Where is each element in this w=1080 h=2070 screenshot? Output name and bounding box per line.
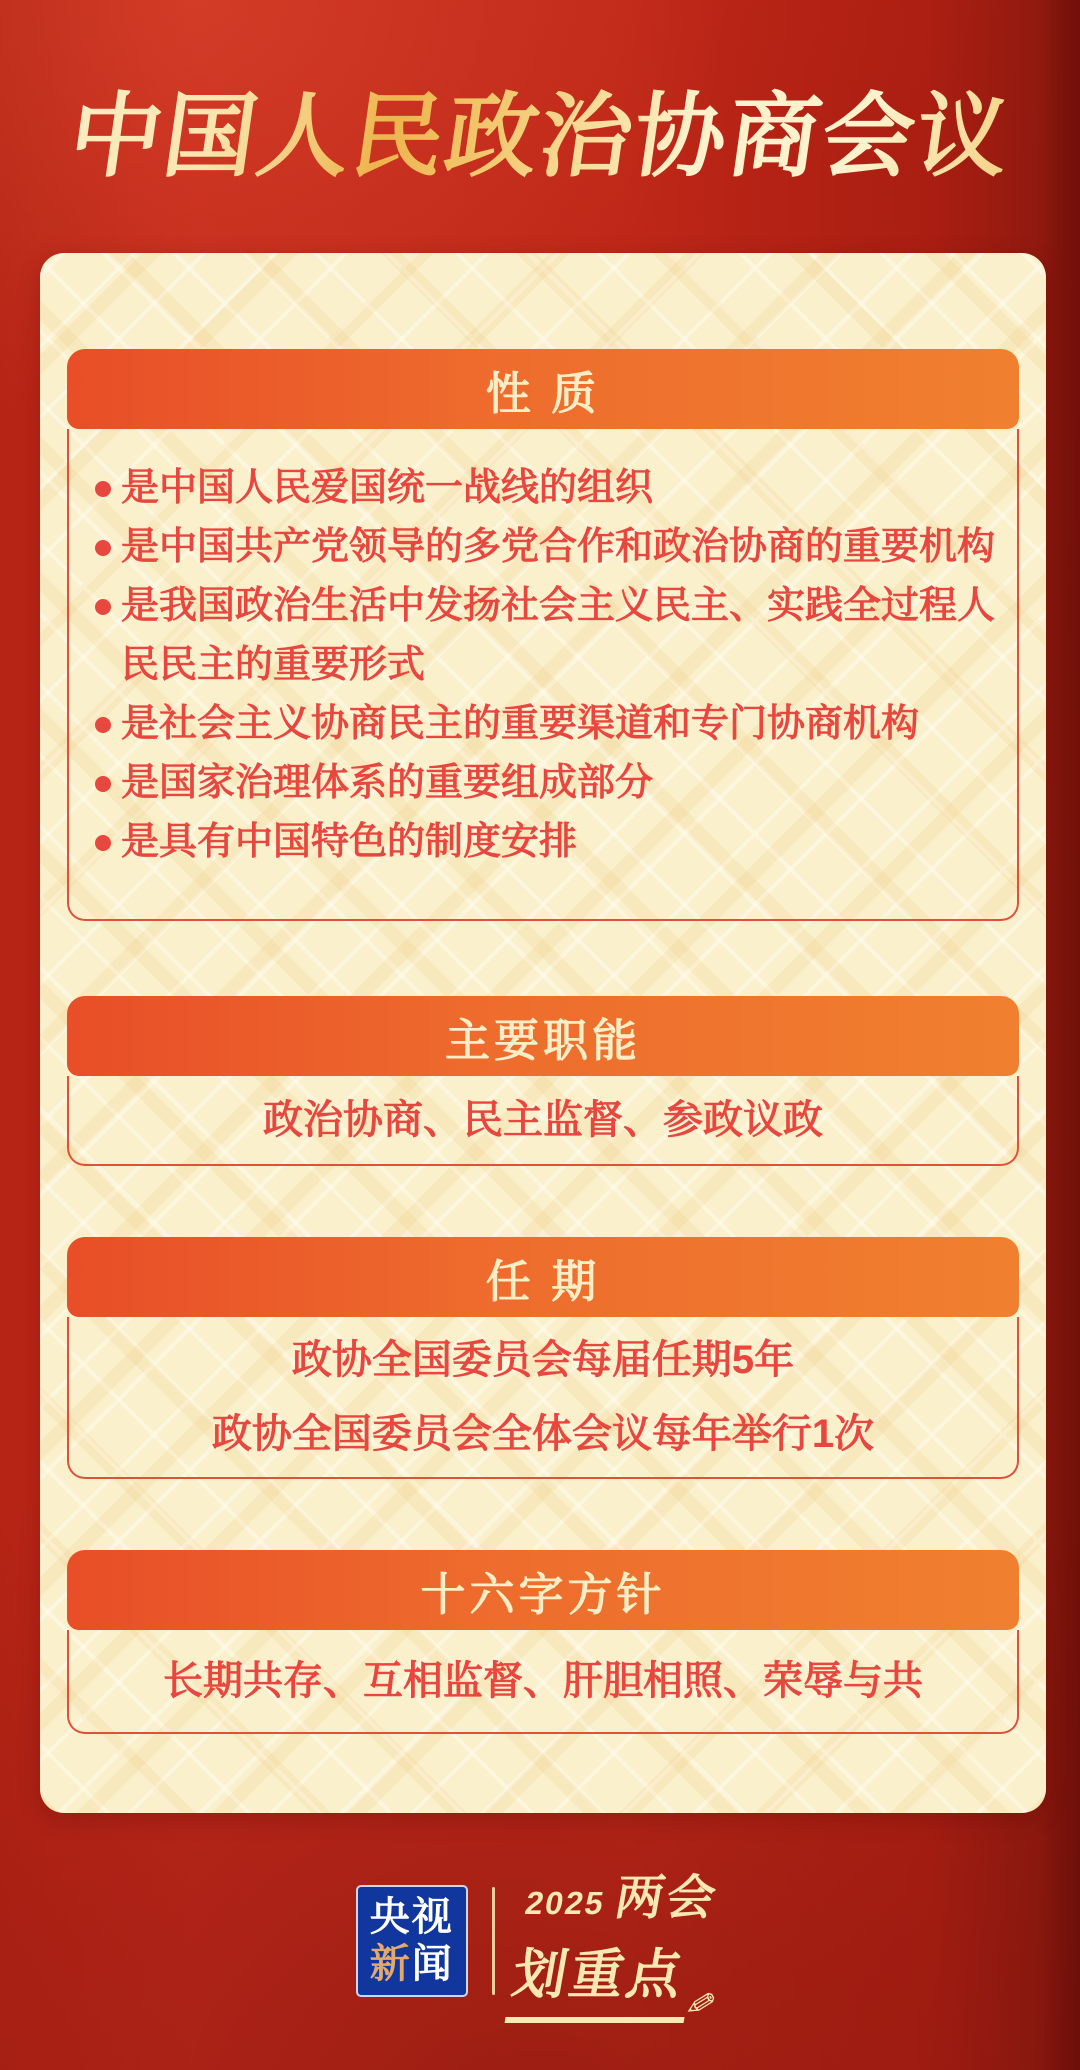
section-term-title: 任 期 bbox=[485, 1255, 601, 1307]
bullet-dot-icon bbox=[95, 540, 111, 556]
bullet-text: 是社会主义协商民主的重要渠道和专门协商机构 bbox=[121, 703, 920, 745]
section-nature-body bbox=[67, 429, 1019, 921]
section-policy-title: 十六字方针 bbox=[420, 1568, 666, 1620]
section-term bbox=[67, 1237, 1019, 1479]
list-item bbox=[95, 813, 999, 872]
section-nature-header bbox=[67, 349, 1019, 429]
section-policy-body bbox=[67, 1630, 1019, 1734]
section-policy bbox=[67, 1550, 1019, 1734]
bullet-text: 是具有中国特色的制度安排 bbox=[121, 821, 578, 863]
term-line: 政协全国委员会全体会议每年举行1次 bbox=[211, 1412, 875, 1456]
policy-line: 长期共存、互相监督、肝胆相照、荣辱与共 bbox=[163, 1659, 923, 1703]
bullet-text: 是中国人民爱国统一战线的组织 bbox=[121, 467, 654, 509]
bullet-list bbox=[69, 429, 1017, 872]
badge-lianghui: 两会 bbox=[610, 1872, 723, 1925]
cctv-logo-row1 bbox=[370, 1894, 454, 1941]
cctv-news-logo bbox=[356, 1885, 468, 1997]
bullet-dot-icon bbox=[95, 717, 111, 733]
pencil-icon: ✎ bbox=[675, 1985, 723, 2021]
cctv-logo-text: 央视 bbox=[369, 1895, 454, 1939]
bullet-dot-icon bbox=[95, 835, 111, 851]
page-title: 中国人民政治协商会议 bbox=[0, 88, 1080, 187]
list-item bbox=[95, 459, 999, 518]
bullet-text: 是我国政治生活中发扬社会主义民主、实践全过程人民民主的重要形式 bbox=[121, 585, 996, 686]
section-functions-title: 主要职能 bbox=[444, 1014, 641, 1066]
list-item bbox=[95, 577, 999, 695]
section-functions-body bbox=[67, 1076, 1019, 1166]
footer bbox=[0, 1872, 1080, 2021]
lianghui-badge bbox=[504, 1859, 738, 2023]
section-nature-title: 性 质 bbox=[485, 367, 601, 419]
functions-line: 政治协商、民主监督、参政议政 bbox=[263, 1098, 823, 1142]
section-functions-header bbox=[67, 996, 1019, 1076]
badge-bottom-row bbox=[504, 1932, 726, 2023]
cctv-logo-char-xin: 新 bbox=[369, 1942, 412, 1986]
section-functions bbox=[67, 996, 1019, 1166]
badge-year: 2025 bbox=[522, 1885, 608, 1921]
list-item bbox=[95, 695, 999, 754]
bullet-dot-icon bbox=[95, 599, 111, 615]
footer-divider bbox=[492, 1887, 495, 1995]
section-nature bbox=[67, 349, 1019, 921]
section-term-header bbox=[67, 1237, 1019, 1317]
background-fold-shadow bbox=[1042, 0, 1080, 2070]
list-item bbox=[95, 518, 999, 577]
content-card bbox=[40, 253, 1046, 1813]
section-term-body bbox=[67, 1317, 1019, 1479]
bullet-text: 是国家治理体系的重要组成部分 bbox=[121, 762, 654, 804]
badge-huazhongdian: 划重点 bbox=[504, 1932, 699, 2023]
list-item bbox=[95, 754, 999, 813]
bullet-dot-icon bbox=[95, 481, 111, 497]
section-policy-header bbox=[67, 1550, 1019, 1630]
badge-top-row bbox=[521, 1859, 739, 1928]
cctv-logo-char-wen: 闻 bbox=[411, 1942, 454, 1986]
term-line: 政协全国委员会每届任期5年 bbox=[291, 1338, 795, 1382]
cctv-logo-row2 bbox=[370, 1941, 454, 1988]
bullet-dot-icon bbox=[95, 776, 111, 792]
bullet-text: 是中国共产党领导的多党合作和政治协商的重要机构 bbox=[121, 526, 996, 568]
